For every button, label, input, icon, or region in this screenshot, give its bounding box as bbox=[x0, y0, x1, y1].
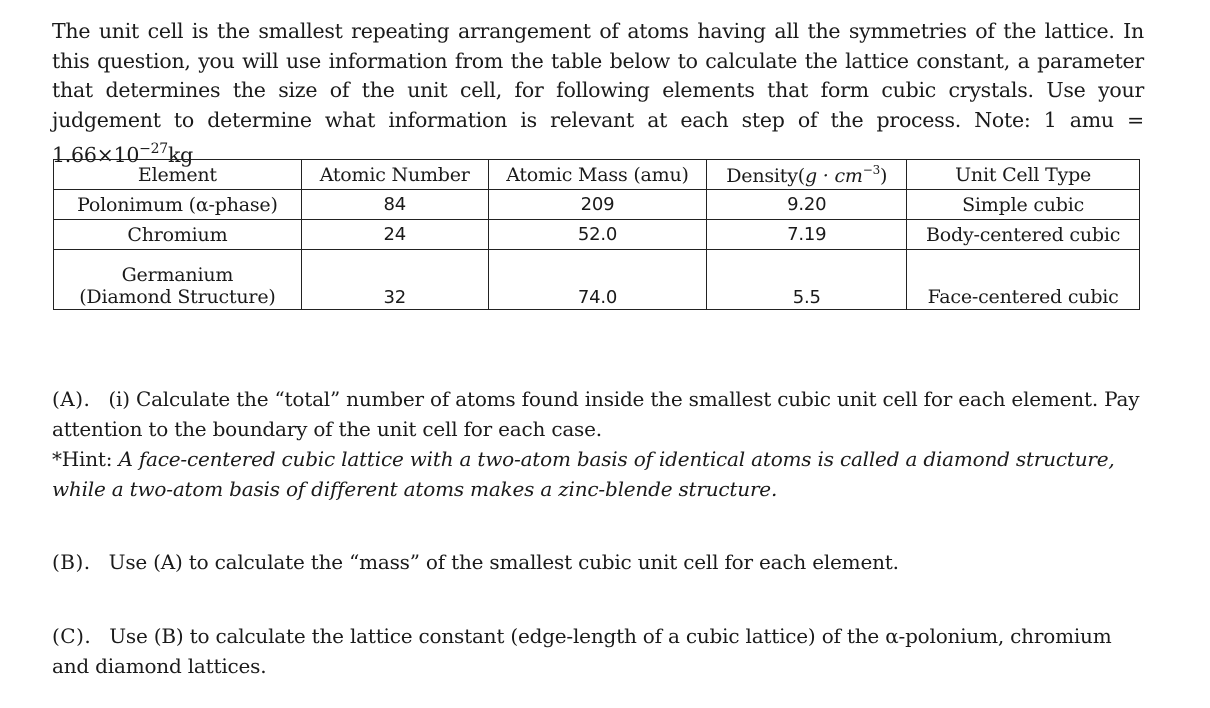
header-density bbox=[707, 160, 907, 190]
question-b-tag: (B). bbox=[52, 550, 91, 574]
question-b-text: Use (A) to calculate the “mass” of the smallest cubic unit cell for each element. bbox=[108, 550, 899, 574]
intro-unit: kg bbox=[167, 143, 194, 167]
cell-unit-cell: Body-centered cubic bbox=[907, 220, 1140, 250]
hint-prefix: *Hint: bbox=[52, 447, 119, 471]
question-a-tag: (A). bbox=[52, 387, 91, 411]
hint-text: A face-centered cubic lattice with a two-atom basis of identical atoms is called a diamond structure, while a two-atom basis of different atoms makes a zinc-blende structure. bbox=[52, 447, 1115, 501]
density-suffix: ) bbox=[880, 164, 888, 187]
cell-density: 5.5 bbox=[707, 250, 907, 310]
cell-atomic-number: 24 bbox=[301, 220, 488, 250]
cell-unit-cell: Face-centered cubic bbox=[907, 250, 1140, 310]
question-b bbox=[52, 547, 1147, 577]
question-a bbox=[52, 384, 1147, 504]
question-a-text: (i) Calculate the “total” number of atoms found inside the smallest cubic unit cell for each element. Pay attention to the boundary of the unit cell for each case. bbox=[52, 387, 1140, 441]
question-c-text: Use (B) to calculate the lattice constant (edge-length of a cubic lattice) of the α-polonium, chromium and diamond lattices. bbox=[52, 624, 1112, 678]
question-a-body bbox=[52, 384, 1147, 444]
cell-atomic-mass: 74.0 bbox=[488, 250, 707, 310]
cell-element-line1: Germanium bbox=[121, 264, 234, 286]
question-a-hint bbox=[52, 444, 1147, 504]
cell-density: 7.19 bbox=[707, 220, 907, 250]
table-row bbox=[54, 190, 1140, 220]
element-table bbox=[53, 159, 1140, 310]
question-c bbox=[52, 621, 1147, 681]
cell-element: Polonimum (α-phase) bbox=[54, 190, 302, 220]
density-exponent: −3 bbox=[862, 162, 881, 177]
cell-unit-cell: Simple cubic bbox=[907, 190, 1140, 220]
header-element: Element bbox=[54, 160, 302, 190]
question-c-tag: (C). bbox=[52, 624, 92, 648]
table-header-row bbox=[54, 160, 1140, 190]
density-prefix: Density( bbox=[726, 164, 805, 187]
density-unit: g · cm bbox=[805, 164, 863, 187]
cell-atomic-number: 84 bbox=[301, 190, 488, 220]
header-atomic-mass: Atomic Mass (amu) bbox=[488, 160, 707, 190]
cell-element-line2: (Diamond Structure) bbox=[79, 286, 276, 308]
cell-atomic-number: 32 bbox=[301, 250, 488, 310]
intro-text: The unit cell is the smallest repeating arrangement of atoms having all the symmetries of the lattice. In this question, you will use information from the table below to calculate the lattice constant, a parameter that determines the size of the unit cell, for following elements that form cubic crystals. Use your judgement to determine what information is relevant at each step of the process. Note: 1 amu = 1.66×10 bbox=[52, 19, 1144, 167]
cell-atomic-mass: 209 bbox=[488, 190, 707, 220]
table-row bbox=[54, 250, 1140, 310]
intro-paragraph bbox=[52, 17, 1144, 171]
cell-density: 9.20 bbox=[707, 190, 907, 220]
document-page bbox=[52, 17, 1144, 171]
cell-element bbox=[54, 250, 302, 310]
intro-exponent: −27 bbox=[139, 141, 168, 157]
cell-element: Chromium bbox=[54, 220, 302, 250]
header-unit-cell: Unit Cell Type bbox=[907, 160, 1140, 190]
header-atomic-number: Atomic Number bbox=[301, 160, 488, 190]
table-row bbox=[54, 220, 1140, 250]
cell-atomic-mass: 52.0 bbox=[488, 220, 707, 250]
